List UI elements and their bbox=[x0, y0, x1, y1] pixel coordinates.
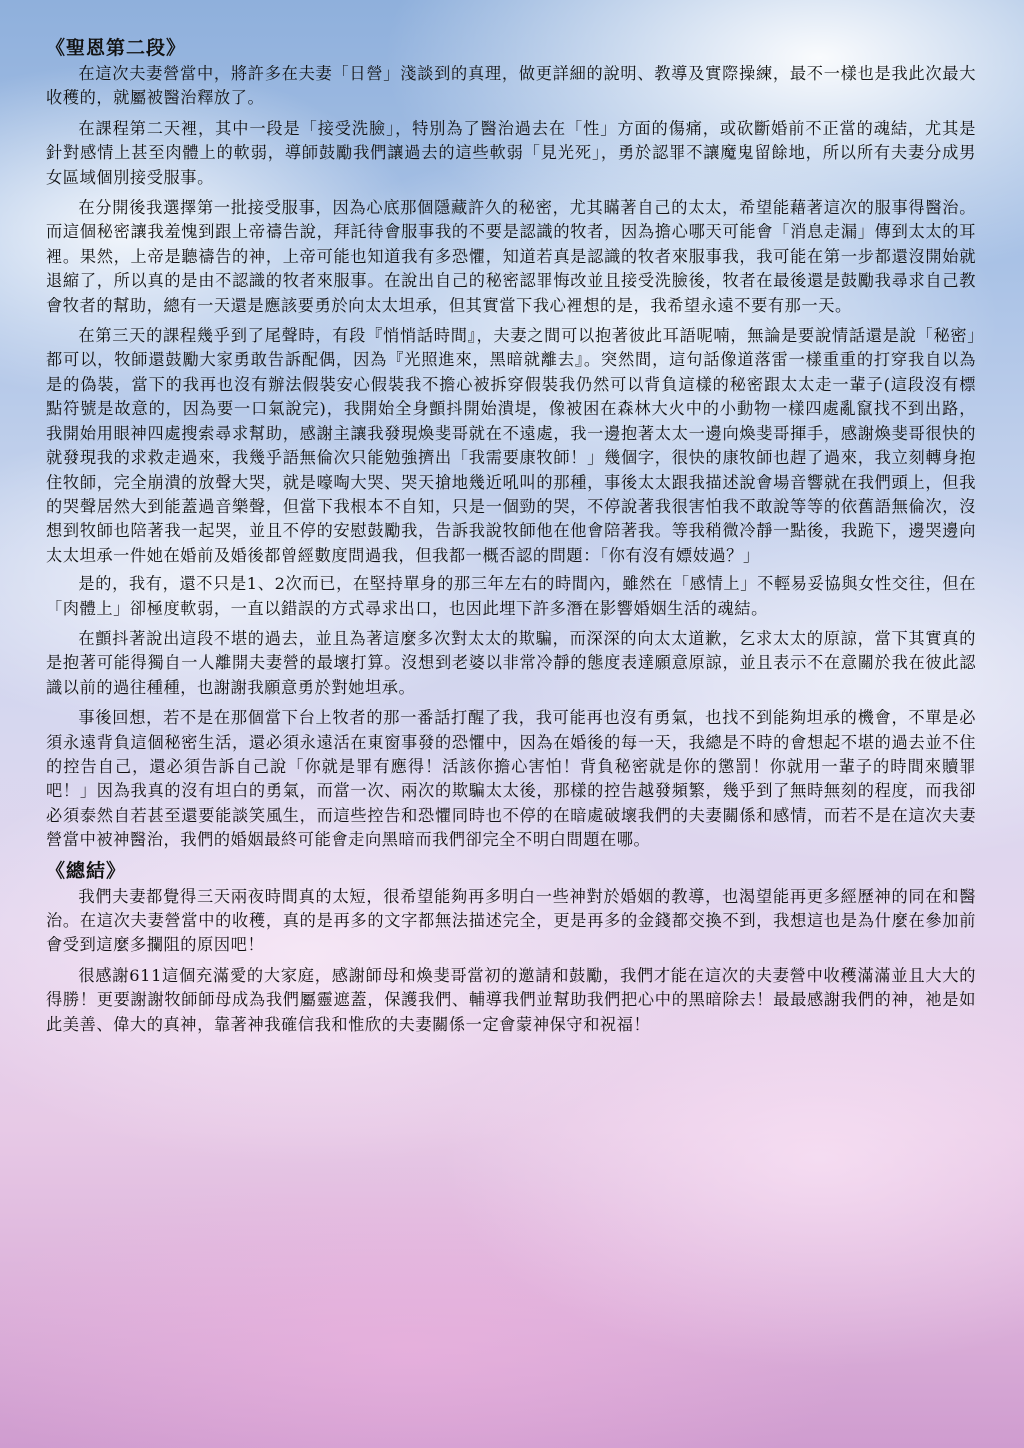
section-title-grace-part-two: 《聖恩第二段》 bbox=[46, 37, 187, 59]
paragraph: 很感謝611這個充滿愛的大家庭，感謝師母和煥斐哥當初的邀請和鼓勵，我們才能在這次的夫妻營中收穫滿滿並且大大的得勝！更要謝謝牧師師母成為我們屬靈遮蓋，保護我們、輔導我們並幫助我們把心中的黑暗除去！最最感謝我們的神，祂是如此美善、偉大的真神，靠著神我確信我和惟欣的夫妻關係一定會蒙神保守和祝福！ bbox=[46, 965, 976, 1034]
paragraph: 在課程第二天裡，其中一段是「接受洗臉」，特別為了醫治過去在「性」方面的傷痛，或砍斷婚前不正當的魂結，尤其是針對感情上甚至肉體上的軟弱，導師鼓勵我們讓過去的這些軟弱「見光死」，勇於認罪不讓魔鬼留餘地，所以所有夫妻分成男女區域個別接受服事。 bbox=[46, 118, 976, 187]
paragraph: 在顫抖著說出這段不堪的過去，並且為著這麼多次對太太的欺騙，而深深的向太太道歉，乞求太太的原諒，當下其實真的是抱著可能得獨自一人離開夫妻營的最壞打算。沒想到老婆以非常冷靜的態度表達願意原諒，並且表示不在意關於我在彼此認識以前的過往種種，也謝謝我願意勇於對她坦承。 bbox=[46, 628, 976, 697]
paragraph: 在第三天的課程幾乎到了尾聲時，有段『悄悄話時間』，夫妻之間可以抱著彼此耳語呢喃，無論是要說情話還是說「秘密」都可以，牧師還鼓勵大家勇敢告訴配偶，因為『光照進來，黑暗就離去』。突然間，這句話像道落雷一樣重重的打穿我自以為是的偽裝，當下的我再也沒有辦法假裝安心假裝我不擔心被拆穿假裝我仍然可以背負這樣的秘密跟太太走一輩子(這段沒有標點符號是故意的，因為要一口氣說完)，我開始全身顫抖開始潰堤，像被困在森林大火中的小動物一樣四處亂竄找不到出路，我開始用眼神四處搜索尋求幫助，感謝主讓我發現煥斐哥就在不遠處，我一邊抱著太太一邊向煥斐哥揮手，感謝煥斐哥很快的就發現我的求救走過來，我幾乎語無倫次只能勉強擠出「我需要康牧師！」幾個字，很快的康牧師也趕了過來，我立刻轉身抱住牧師，完全崩潰的放聲大哭，就是嚎啕大哭、哭天搶地幾近吼叫的那種，事後太太跟我描述說會場音響就在我們頭上，但我的哭聲居然大到能蓋過音樂聲，但當下我根本不自知，只是一個勁的哭，不停說著我很害怕我不敢說等等的依舊語無倫次，沒想到牧師也陪著我一起哭，並且不停的安慰鼓勵我，告訴我說牧師他在他會陪著我。等我稍微冷靜一點後，我跪下，邊哭邊向太太坦承一件她在婚前及婚後都曾經數度問過我，但我都一概否認的問題：「你有沒有嫖妓過？」 bbox=[46, 326, 976, 565]
paragraph: 在分開後我選擇第一批接受服事，因為心底那個隱藏許久的秘密，尤其瞞著自己的太太，希望能藉著這次的服事得醫治。而這個秘密讓我羞愧到跟上帝禱告說，拜託待會服事我的不要是認識的牧者，因為擔心哪天可能會「消息走漏」傳到太太的耳裡。果然，上帝是聽禱告的神，上帝可能也知道我有多恐懼，知道若真是認識的牧者來服事我，我可能在第一步都還沒開始就退縮了，所以真的是由不認識的牧者來服事。在說出自己的秘密認罪悔改並且接受洗臉後，牧者在最後還是鼓勵我尋求自己教會牧者的幫助，總有一天還是應該要勇於向太太坦承，但其實當下我心裡想的是，我希望永遠不要有那一天。 bbox=[46, 198, 976, 315]
paragraph: 是的，我有，還不只是1、2次而已，在堅持單身的那三年左右的時間內，雖然在「感情上」不輕易妥協與女性交往，但在「肉體上」卻極度軟弱，一直以錯誤的方式尋求出口，也因此埋下許多潛在影響婚姻生活的魂結。 bbox=[46, 574, 976, 618]
paragraph: 我們夫妻都覺得三天兩夜時間真的太短，很希望能夠再多明白一些神對於婚姻的教導，也渴望能再更多經歷神的同在和醫治。在這次夫妻營當中的收穫，真的是再多的文字都無法描述完全，更是再多的金錢都交換不到，我想這也是為什麼在參加前會受到這麼多攔阻的原因吧！ bbox=[46, 886, 976, 955]
section-title-summary: 《總結》 bbox=[46, 859, 127, 882]
paragraph: 在這次夫妻營當中，將許多在夫妻「日營」淺談到的真理，做更詳細的說明、教導及實際操練，最不一樣也是我此次最大收穫的，就屬被醫治釋放了。 bbox=[46, 64, 976, 108]
document-page bbox=[46, 34, 976, 1043]
paragraph: 事後回想，若不是在那個當下台上牧者的那一番話打醒了我，我可能再也沒有勇氣，也找不到能夠坦承的機會，不單是必須永遠背負這個秘密生活，還必須永遠活在東窗事發的恐懼中，因為在婚後的每一天，我總是不時的會想起不堪的過去並不住的控告自己，還必須告訴自己說「你就是罪有應得！活該你擔心害怕！背負秘密就是你的懲罰！你就用一輩子的時間來贖罪吧！」因為我真的沒有坦白的勇氣，而當一次、兩次的欺騙太太後，那樣的控告越發頻繁，幾乎到了無時無刻的程度，而我卻必須泰然自若甚至還要能談笑風生，而這些控告和恐懼同時也不停的在暗處破壞我們的夫妻關係和感情，而若不是在這次夫妻營當中被神醫治，我們的婚姻最終可能會走向黑暗而我們卻完全不明白問題在哪。 bbox=[46, 708, 976, 850]
